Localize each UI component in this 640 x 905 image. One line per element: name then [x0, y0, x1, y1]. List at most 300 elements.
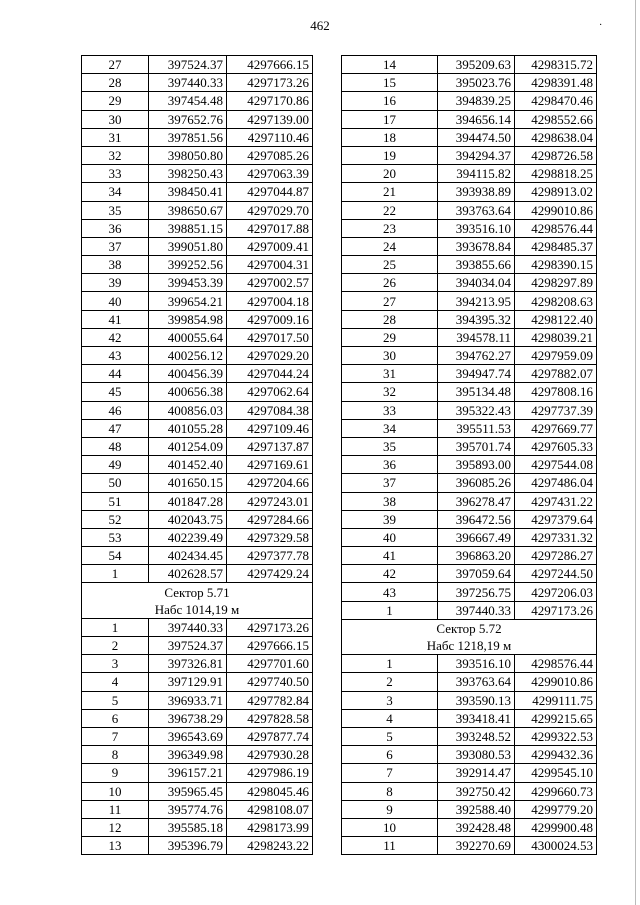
x-coordinate: 402628.57 — [149, 565, 227, 583]
y-coordinate: 4297379.64 — [515, 510, 597, 528]
left-sector-area: Набс 1014,19 м — [82, 601, 313, 619]
y-coordinate: 4297206.03 — [515, 583, 597, 601]
y-coordinate: 4298485.37 — [515, 237, 597, 255]
table-row — [82, 74, 313, 92]
x-coordinate: 396667.49 — [438, 528, 515, 546]
point-number: 27 — [82, 56, 149, 74]
y-coordinate: 4298108.07 — [227, 800, 313, 818]
y-coordinate: 4298818.25 — [515, 165, 597, 183]
y-coordinate: 4297666.15 — [227, 56, 313, 74]
y-coordinate: 4298315.72 — [515, 56, 597, 74]
point-number: 3 — [82, 655, 149, 673]
point-number: 40 — [82, 292, 149, 310]
table-row — [342, 183, 597, 201]
y-coordinate: 4297740.50 — [227, 673, 313, 691]
point-number: 19 — [342, 146, 438, 164]
table-row — [342, 74, 597, 92]
y-coordinate: 4297009.16 — [227, 310, 313, 328]
point-number: 1 — [342, 655, 438, 673]
table-row — [342, 437, 597, 455]
table-row — [82, 401, 313, 419]
table-row — [82, 92, 313, 110]
x-coordinate: 400856.03 — [149, 401, 227, 419]
x-coordinate: 398250.43 — [149, 165, 227, 183]
table-row — [82, 310, 313, 328]
y-coordinate: 4298173.99 — [227, 818, 313, 836]
left-table-body — [82, 56, 313, 855]
left-sector-title: Сектор 5.71 — [82, 583, 313, 601]
x-coordinate: 398650.67 — [149, 201, 227, 219]
table-row — [342, 547, 597, 565]
y-coordinate: 4297877.74 — [227, 727, 313, 745]
point-number: 43 — [342, 583, 438, 601]
point-number: 30 — [342, 347, 438, 365]
y-coordinate: 4297243.01 — [227, 492, 313, 510]
table-row — [82, 510, 313, 528]
table-row — [342, 219, 597, 237]
y-coordinate: 4297828.58 — [227, 709, 313, 727]
x-coordinate: 394474.50 — [438, 128, 515, 146]
point-number: 9 — [342, 800, 438, 818]
x-coordinate: 394578.11 — [438, 328, 515, 346]
x-coordinate: 402043.75 — [149, 510, 227, 528]
y-coordinate: 4298470.46 — [515, 92, 597, 110]
x-coordinate: 401055.28 — [149, 419, 227, 437]
table-row — [82, 128, 313, 146]
point-number: 47 — [82, 419, 149, 437]
x-coordinate: 394115.82 — [438, 165, 515, 183]
x-coordinate: 397851.56 — [149, 128, 227, 146]
table-row — [342, 419, 597, 437]
point-number: 7 — [342, 764, 438, 782]
table-row — [342, 727, 597, 745]
point-number: 37 — [342, 474, 438, 492]
y-coordinate: 4297701.60 — [227, 655, 313, 673]
y-coordinate: 4297959.09 — [515, 347, 597, 365]
y-coordinate: 4297486.04 — [515, 474, 597, 492]
x-coordinate: 399051.80 — [149, 237, 227, 255]
table-row — [342, 782, 597, 800]
point-number: 39 — [82, 274, 149, 292]
table-row — [342, 456, 597, 474]
point-number: 13 — [82, 837, 149, 855]
y-coordinate: 4297137.87 — [227, 437, 313, 455]
table-row — [82, 764, 313, 782]
y-coordinate: 4297244.50 — [515, 565, 597, 583]
x-coordinate: 394947.74 — [438, 365, 515, 383]
point-number: 21 — [342, 183, 438, 201]
point-number: 26 — [342, 274, 438, 292]
table-row — [82, 219, 313, 237]
x-coordinate: 393855.66 — [438, 256, 515, 274]
point-number: 43 — [82, 347, 149, 365]
x-coordinate: 401452.40 — [149, 456, 227, 474]
point-number: 17 — [342, 110, 438, 128]
y-coordinate: 4297170.86 — [227, 92, 313, 110]
point-number: 30 — [82, 110, 149, 128]
y-coordinate: 4297173.26 — [227, 618, 313, 636]
point-number: 10 — [82, 782, 149, 800]
table-row — [82, 655, 313, 673]
table-row — [82, 474, 313, 492]
x-coordinate: 400055.64 — [149, 328, 227, 346]
point-number: 38 — [342, 492, 438, 510]
table-row — [342, 492, 597, 510]
table-row — [82, 292, 313, 310]
x-coordinate: 395774.76 — [149, 800, 227, 818]
x-coordinate: 394395.32 — [438, 310, 515, 328]
y-coordinate: 4297605.33 — [515, 437, 597, 455]
x-coordinate: 399453.39 — [149, 274, 227, 292]
point-number: 1 — [342, 601, 438, 619]
point-number: 42 — [82, 328, 149, 346]
point-number: 53 — [82, 528, 149, 546]
point-number: 29 — [342, 328, 438, 346]
table-row — [82, 201, 313, 219]
x-coordinate: 394213.95 — [438, 292, 515, 310]
x-coordinate: 393418.41 — [438, 709, 515, 727]
point-number: 22 — [342, 201, 438, 219]
y-coordinate: 4297085.26 — [227, 146, 313, 164]
table-row — [82, 383, 313, 401]
point-number: 33 — [342, 401, 438, 419]
point-number: 51 — [82, 492, 149, 510]
table-row — [82, 782, 313, 800]
table-row — [342, 347, 597, 365]
x-coordinate: 399854.98 — [149, 310, 227, 328]
table-row — [82, 110, 313, 128]
coordinates-table-right — [341, 55, 597, 855]
right-sector-title-row — [342, 619, 597, 637]
point-number: 24 — [342, 237, 438, 255]
table-row — [342, 800, 597, 818]
x-coordinate: 401254.09 — [149, 437, 227, 455]
y-coordinate: 4297204.66 — [227, 474, 313, 492]
table-row — [342, 565, 597, 583]
y-coordinate: 4297139.00 — [227, 110, 313, 128]
x-coordinate: 397440.33 — [149, 74, 227, 92]
point-number: 33 — [82, 165, 149, 183]
table-row — [82, 237, 313, 255]
y-coordinate: 4298045.46 — [227, 782, 313, 800]
y-coordinate: 4299215.65 — [515, 709, 597, 727]
table-row — [342, 673, 597, 691]
x-coordinate: 393763.64 — [438, 201, 515, 219]
point-number: 35 — [82, 201, 149, 219]
y-coordinate: 4297063.39 — [227, 165, 313, 183]
x-coordinate: 401650.15 — [149, 474, 227, 492]
x-coordinate: 392270.69 — [438, 837, 515, 855]
x-coordinate: 395893.00 — [438, 456, 515, 474]
table-row — [342, 128, 597, 146]
x-coordinate: 395965.45 — [149, 782, 227, 800]
point-number: 48 — [82, 437, 149, 455]
x-coordinate: 401847.28 — [149, 492, 227, 510]
table-row — [82, 183, 313, 201]
table-row — [82, 165, 313, 183]
x-coordinate: 394762.27 — [438, 347, 515, 365]
y-coordinate: 4297017.88 — [227, 219, 313, 237]
y-coordinate: 4298576.44 — [515, 219, 597, 237]
x-coordinate: 397524.37 — [149, 637, 227, 655]
x-coordinate: 397129.91 — [149, 673, 227, 691]
point-number: 8 — [342, 782, 438, 800]
table-row — [342, 818, 597, 836]
point-number: 32 — [342, 383, 438, 401]
x-coordinate: 393080.53 — [438, 746, 515, 764]
y-coordinate: 4297084.38 — [227, 401, 313, 419]
x-coordinate: 399654.21 — [149, 292, 227, 310]
y-coordinate: 4297017.50 — [227, 328, 313, 346]
x-coordinate: 396738.29 — [149, 709, 227, 727]
y-coordinate: 4297044.87 — [227, 183, 313, 201]
point-number: 12 — [82, 818, 149, 836]
point-number: 27 — [342, 292, 438, 310]
point-number: 54 — [82, 547, 149, 565]
table-row — [82, 800, 313, 818]
x-coordinate: 395585.18 — [149, 818, 227, 836]
table-row — [342, 274, 597, 292]
point-number: 14 — [342, 56, 438, 74]
point-number: 7 — [82, 727, 149, 745]
x-coordinate: 396472.56 — [438, 510, 515, 528]
x-coordinate: 400456.39 — [149, 365, 227, 383]
table-row — [342, 691, 597, 709]
x-coordinate: 393516.10 — [438, 655, 515, 673]
table-row — [342, 601, 597, 619]
table-row — [342, 256, 597, 274]
x-coordinate: 392750.42 — [438, 782, 515, 800]
point-number: 36 — [342, 456, 438, 474]
y-coordinate: 4297808.16 — [515, 383, 597, 401]
point-number: 31 — [82, 128, 149, 146]
table-row — [82, 565, 313, 583]
x-coordinate: 397440.33 — [438, 601, 515, 619]
table-row — [82, 709, 313, 727]
point-number: 35 — [342, 437, 438, 455]
table-row — [342, 474, 597, 492]
x-coordinate: 393678.84 — [438, 237, 515, 255]
x-coordinate: 396863.20 — [438, 547, 515, 565]
y-coordinate: 4299322.53 — [515, 727, 597, 745]
table-row — [82, 274, 313, 292]
right-table-body — [342, 56, 597, 855]
y-coordinate: 4297284.66 — [227, 510, 313, 528]
x-coordinate: 395396.79 — [149, 837, 227, 855]
y-coordinate: 4297004.18 — [227, 292, 313, 310]
y-coordinate: 4299660.73 — [515, 782, 597, 800]
table-row — [342, 746, 597, 764]
y-coordinate: 4297986.19 — [227, 764, 313, 782]
point-number: 41 — [342, 547, 438, 565]
y-coordinate: 4298243.22 — [227, 837, 313, 855]
y-coordinate: 4299010.86 — [515, 673, 597, 691]
point-number: 52 — [82, 510, 149, 528]
point-number: 29 — [82, 92, 149, 110]
y-coordinate: 4297737.39 — [515, 401, 597, 419]
table-row — [82, 347, 313, 365]
table-row — [82, 456, 313, 474]
y-coordinate: 4298122.40 — [515, 310, 597, 328]
point-number: 25 — [342, 256, 438, 274]
point-number: 37 — [82, 237, 149, 255]
table-row — [82, 691, 313, 709]
point-number: 31 — [342, 365, 438, 383]
table-row — [342, 709, 597, 727]
x-coordinate: 395023.76 — [438, 74, 515, 92]
y-coordinate: 4297169.61 — [227, 456, 313, 474]
point-number: 28 — [342, 310, 438, 328]
point-number: 34 — [342, 419, 438, 437]
point-number: 38 — [82, 256, 149, 274]
point-number: 4 — [342, 709, 438, 727]
x-coordinate: 402239.49 — [149, 528, 227, 546]
point-number: 16 — [342, 92, 438, 110]
table-row — [82, 365, 313, 383]
y-coordinate: 4297173.26 — [227, 74, 313, 92]
x-coordinate: 392914.47 — [438, 764, 515, 782]
y-coordinate: 4299432.36 — [515, 746, 597, 764]
point-number: 40 — [342, 528, 438, 546]
table-row — [342, 655, 597, 673]
y-coordinate: 4297029.70 — [227, 201, 313, 219]
y-coordinate: 4297329.58 — [227, 528, 313, 546]
y-coordinate: 4298390.15 — [515, 256, 597, 274]
table-row — [342, 383, 597, 401]
x-coordinate: 398851.15 — [149, 219, 227, 237]
point-number: 5 — [82, 691, 149, 709]
point-number: 9 — [82, 764, 149, 782]
x-coordinate: 394656.14 — [438, 110, 515, 128]
y-coordinate: 4298726.58 — [515, 146, 597, 164]
x-coordinate: 395134.48 — [438, 383, 515, 401]
x-coordinate: 397059.64 — [438, 565, 515, 583]
x-coordinate: 396157.21 — [149, 764, 227, 782]
x-coordinate: 396933.71 — [149, 691, 227, 709]
x-coordinate: 392428.48 — [438, 818, 515, 836]
table-row — [82, 419, 313, 437]
x-coordinate: 393516.10 — [438, 219, 515, 237]
point-number: 11 — [82, 800, 149, 818]
point-number: 41 — [82, 310, 149, 328]
point-number: 1 — [82, 618, 149, 636]
y-coordinate: 4300024.53 — [515, 837, 597, 855]
y-coordinate: 4297002.57 — [227, 274, 313, 292]
point-number: 28 — [82, 74, 149, 92]
x-coordinate: 393248.52 — [438, 727, 515, 745]
point-number: 1 — [82, 565, 149, 583]
table-row — [342, 56, 597, 74]
table-row — [342, 837, 597, 855]
point-number: 2 — [82, 637, 149, 655]
point-number: 32 — [82, 146, 149, 164]
table-row — [82, 56, 313, 74]
point-number: 3 — [342, 691, 438, 709]
y-coordinate: 4297930.28 — [227, 746, 313, 764]
table-row — [82, 837, 313, 855]
y-coordinate: 4298039.21 — [515, 328, 597, 346]
y-coordinate: 4299545.10 — [515, 764, 597, 782]
x-coordinate: 398450.41 — [149, 183, 227, 201]
y-coordinate: 4298638.04 — [515, 128, 597, 146]
y-coordinate: 4297331.32 — [515, 528, 597, 546]
point-number: 6 — [82, 709, 149, 727]
table-row — [82, 146, 313, 164]
table-row — [82, 492, 313, 510]
table-row — [82, 727, 313, 745]
table-row — [82, 818, 313, 836]
point-number: 10 — [342, 818, 438, 836]
right-sector-title: Сектор 5.72 — [342, 619, 597, 637]
table-row — [342, 92, 597, 110]
y-coordinate: 4297109.46 — [227, 419, 313, 437]
point-number: 2 — [342, 673, 438, 691]
table-row — [82, 437, 313, 455]
x-coordinate: 397652.76 — [149, 110, 227, 128]
y-coordinate: 4297544.08 — [515, 456, 597, 474]
x-coordinate: 397256.75 — [438, 583, 515, 601]
table-row — [342, 310, 597, 328]
y-coordinate: 4298576.44 — [515, 655, 597, 673]
table-row — [82, 328, 313, 346]
point-number: 4 — [82, 673, 149, 691]
x-coordinate: 393763.64 — [438, 673, 515, 691]
x-coordinate: 395209.63 — [438, 56, 515, 74]
table-row — [82, 746, 313, 764]
table-row — [342, 165, 597, 183]
point-number: 46 — [82, 401, 149, 419]
y-coordinate: 4297782.84 — [227, 691, 313, 709]
point-number: 8 — [82, 746, 149, 764]
point-number: 44 — [82, 365, 149, 383]
x-coordinate: 397440.33 — [149, 618, 227, 636]
table-row — [342, 201, 597, 219]
x-coordinate: 394034.04 — [438, 274, 515, 292]
y-coordinate: 4297044.24 — [227, 365, 313, 383]
left-sector-area-row — [82, 601, 313, 619]
y-coordinate: 4297286.27 — [515, 547, 597, 565]
table-row — [342, 292, 597, 310]
table-row — [82, 528, 313, 546]
y-coordinate: 4297429.24 — [227, 565, 313, 583]
y-coordinate: 4297062.64 — [227, 383, 313, 401]
table-row — [342, 237, 597, 255]
right-sector-area-row — [342, 637, 597, 655]
table-row — [82, 618, 313, 636]
page-number: 462 — [310, 18, 330, 33]
point-number: 36 — [82, 219, 149, 237]
scan-mark: · — [599, 20, 603, 31]
y-coordinate: 4297173.26 — [515, 601, 597, 619]
table-row — [342, 146, 597, 164]
x-coordinate: 398050.80 — [149, 146, 227, 164]
x-coordinate: 399252.56 — [149, 256, 227, 274]
point-number: 39 — [342, 510, 438, 528]
x-coordinate: 395511.53 — [438, 419, 515, 437]
table-row — [342, 510, 597, 528]
point-number: 42 — [342, 565, 438, 583]
point-number: 15 — [342, 74, 438, 92]
x-coordinate: 396543.69 — [149, 727, 227, 745]
point-number: 45 — [82, 383, 149, 401]
table-row — [82, 256, 313, 274]
point-number: 5 — [342, 727, 438, 745]
x-coordinate: 400256.12 — [149, 347, 227, 365]
y-coordinate: 4297431.22 — [515, 492, 597, 510]
right-sector-area: Набс 1218,19 м — [342, 637, 597, 655]
left-sector-title-row — [82, 583, 313, 601]
y-coordinate: 4298913.02 — [515, 183, 597, 201]
